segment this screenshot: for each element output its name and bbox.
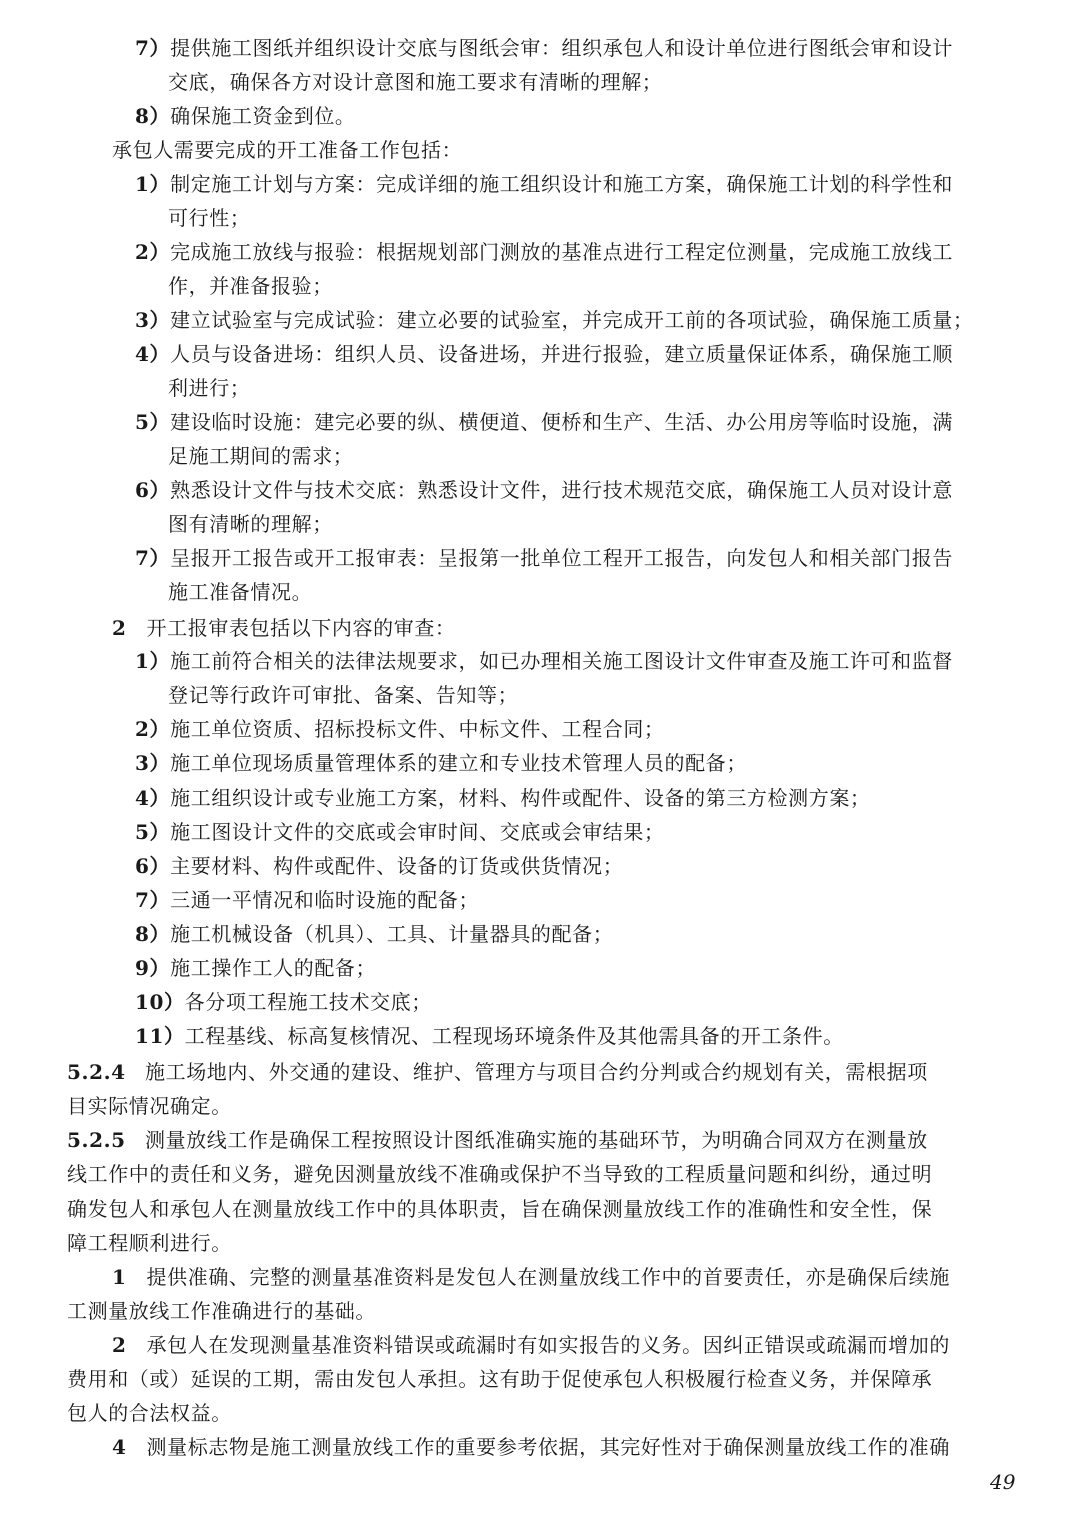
text-line	[135, 169, 953, 199]
text-line	[168, 509, 333, 539]
line-text: 提供准确、完整的测量基准资料是发包人在测量放线工作中的首要责任，亦是确保后续施	[146, 1265, 950, 1289]
line-text: 施工机械设备（机具）、工具、计量器具的配备；	[170, 922, 614, 946]
line-text: 足施工期间的需求；	[168, 444, 354, 468]
line-text: 施工图设计文件的交底或会审时间、交底或会审结果；	[170, 820, 665, 844]
item-number: 4	[112, 1435, 127, 1459]
line-text: 各分项工程施工技术交底；	[184, 990, 432, 1014]
item-number: 7）	[135, 888, 171, 912]
page-number: 49	[990, 1470, 1016, 1494]
item-number: 7）	[135, 36, 171, 60]
text-line	[135, 885, 479, 915]
line-text: 施工准备情况。	[168, 580, 313, 604]
line-text: 目实际情况确定。	[67, 1094, 232, 1118]
text-line	[135, 783, 871, 813]
text-line	[135, 101, 356, 131]
text-line	[67, 1125, 928, 1155]
text-line	[168, 441, 353, 471]
text-line	[168, 203, 250, 233]
text-line	[112, 613, 456, 643]
line-text: 障工程顺利进行。	[67, 1231, 232, 1255]
line-text: 登记等行政许可审批、备案、告知等；	[168, 683, 519, 707]
text-line	[67, 1296, 376, 1326]
text-line	[168, 67, 662, 97]
text-line	[168, 680, 518, 710]
line-text: 开工报审表包括以下内容的审查：	[146, 616, 456, 640]
text-line	[67, 1398, 232, 1428]
text-line	[67, 1159, 932, 1189]
text-line	[135, 543, 953, 573]
line-text: 人员与设备进场：组织人员、设备进场，并进行报验，建立质量保证体系，确保施工顺	[170, 342, 953, 366]
line-text: 确保施工资金到位。	[170, 104, 356, 128]
item-number: 3）	[135, 751, 171, 775]
item-number: 5）	[135, 820, 171, 844]
line-text: 完成施工放线与报验：根据规划部门测放的基准点进行工程定位测量，完成施工放线工	[170, 240, 953, 264]
item-number: 8）	[135, 922, 171, 946]
item-number: 2	[112, 616, 127, 640]
line-text: 三通一平情况和临时设施的配备；	[170, 888, 480, 912]
item-number: 6）	[135, 854, 171, 878]
line-text: 施工操作工人的配备；	[170, 956, 377, 980]
line-text: 制定施工计划与方案：完成详细的施工组织设计和施工方案，确保施工计划的科学性和	[170, 172, 953, 196]
text-line	[135, 407, 953, 437]
text-line	[168, 577, 312, 607]
item-number: 7）	[135, 546, 171, 570]
line-text: 图有清晰的理解；	[168, 512, 333, 536]
line-text: 作，并准备报验；	[168, 274, 333, 298]
text-line	[135, 33, 953, 63]
text-line	[135, 475, 953, 505]
item-number: 2）	[135, 717, 171, 741]
line-text: 费用和（或）延误的工期，需由发包人承担。这有助于促使承包人积极履行检查义务，并保障承	[67, 1367, 933, 1391]
line-text: 建立试验室与完成试验：建立必要的试验室，并完成开工前的各项试验，确保施工质量；	[170, 308, 974, 332]
line-text: 测量放线工作是确保工程按照设计图纸准确实施的基础环节，为明确合同双方在测量放	[145, 1128, 928, 1152]
line-text: 施工场地内、外交通的建设、维护、管理方与项目合约分判或合约规划有关，需根据项	[145, 1060, 928, 1084]
item-number: 10）	[135, 990, 185, 1014]
item-number: 1）	[135, 172, 171, 196]
line-text: 工程基线、标高复核情况、工程现场环境条件及其他需具备的开工条件。	[184, 1024, 844, 1048]
line-text: 施工组织设计或专业施工方案，材料、构件或配件、设备的第三方检测方案；	[170, 786, 871, 810]
text-line	[112, 135, 462, 165]
text-line	[135, 646, 953, 676]
section-number: 5.2.4	[67, 1060, 126, 1084]
line-text: 测量标志物是施工测量放线工作的重要参考依据，其完好性对于确保测量放线工作的准确	[146, 1435, 950, 1459]
text-line	[67, 1091, 232, 1121]
item-number: 2）	[135, 240, 171, 264]
line-text: 可行性；	[168, 206, 251, 230]
text-line	[135, 851, 623, 881]
text-line	[67, 1057, 928, 1087]
item-number: 4）	[135, 342, 171, 366]
text-line	[112, 1262, 950, 1292]
text-line	[135, 305, 974, 335]
text-line	[135, 1021, 844, 1051]
text-line	[135, 237, 953, 267]
item-number: 2	[112, 1333, 127, 1357]
line-text: 工测量放线工作准确进行的基础。	[67, 1299, 376, 1323]
text-line	[112, 1330, 950, 1360]
item-number: 3）	[135, 308, 171, 332]
line-text: 包人的合法权益。	[67, 1401, 232, 1425]
line-text: 交底，确保各方对设计意图和施工要求有清晰的理解；	[168, 70, 663, 94]
text-line	[168, 271, 333, 301]
item-number: 11）	[135, 1024, 185, 1048]
item-number: 1	[112, 1265, 127, 1289]
line-text: 熟悉设计文件与技术交底：熟悉设计文件，进行技术规范交底，确保施工人员对设计意	[170, 478, 953, 502]
text-line	[135, 817, 665, 847]
line-text: 施工单位资质、招标投标文件、中标文件、工程合同；	[170, 717, 665, 741]
line-text: 施工前符合相关的法律法规要求，如已办理相关施工图设计文件审查及施工许可和监督	[170, 649, 953, 673]
text-line	[135, 748, 747, 778]
line-text: 提供施工图纸并组织设计交底与图纸会审：组织承包人和设计单位进行图纸会审和设计	[170, 36, 953, 60]
line-text: 确发包人和承包人在测量放线工作中的具体职责，旨在确保测量放线工作的准确性和安全性，保	[67, 1197, 933, 1221]
item-number: 4）	[135, 786, 171, 810]
text-line	[135, 987, 432, 1017]
line-text: 呈报开工报告或开工报审表：呈报第一批单位工程开工报告，向发包人和相关部门报告	[170, 546, 953, 570]
item-number: 8）	[135, 104, 171, 128]
text-line	[168, 373, 250, 403]
line-text: 线工作中的责任和义务，避免因测量放线不准确或保护不当导致的工程质量问题和纠纷，通过明	[67, 1162, 933, 1186]
text-line	[135, 953, 376, 983]
text-line	[135, 714, 665, 744]
line-text: 主要材料、构件或配件、设备的订货或供货情况；	[170, 854, 624, 878]
text-line	[67, 1228, 232, 1258]
section-number: 5.2.5	[67, 1128, 126, 1152]
text-line	[135, 919, 613, 949]
line-text: 建设临时设施：建完必要的纵、横便道、便桥和生产、生活、办公用房等临时设施，满	[170, 410, 953, 434]
line-text: 利进行；	[168, 376, 251, 400]
line-text: 承包人在发现测量基准资料错误或疏漏时有如实报告的义务。因纠正错误或疏漏而增加的	[146, 1333, 950, 1357]
line-text: 施工单位现场质量管理体系的建立和专业技术管理人员的配备；	[170, 751, 747, 775]
text-line	[135, 339, 953, 369]
text-line	[112, 1432, 950, 1462]
item-number: 5）	[135, 410, 171, 434]
text-line	[67, 1194, 932, 1224]
item-number: 1）	[135, 649, 171, 673]
line-text: 承包人需要完成的开工准备工作包括：	[112, 138, 463, 162]
item-number: 6）	[135, 478, 171, 502]
item-number: 9）	[135, 956, 171, 980]
text-line	[67, 1364, 932, 1394]
